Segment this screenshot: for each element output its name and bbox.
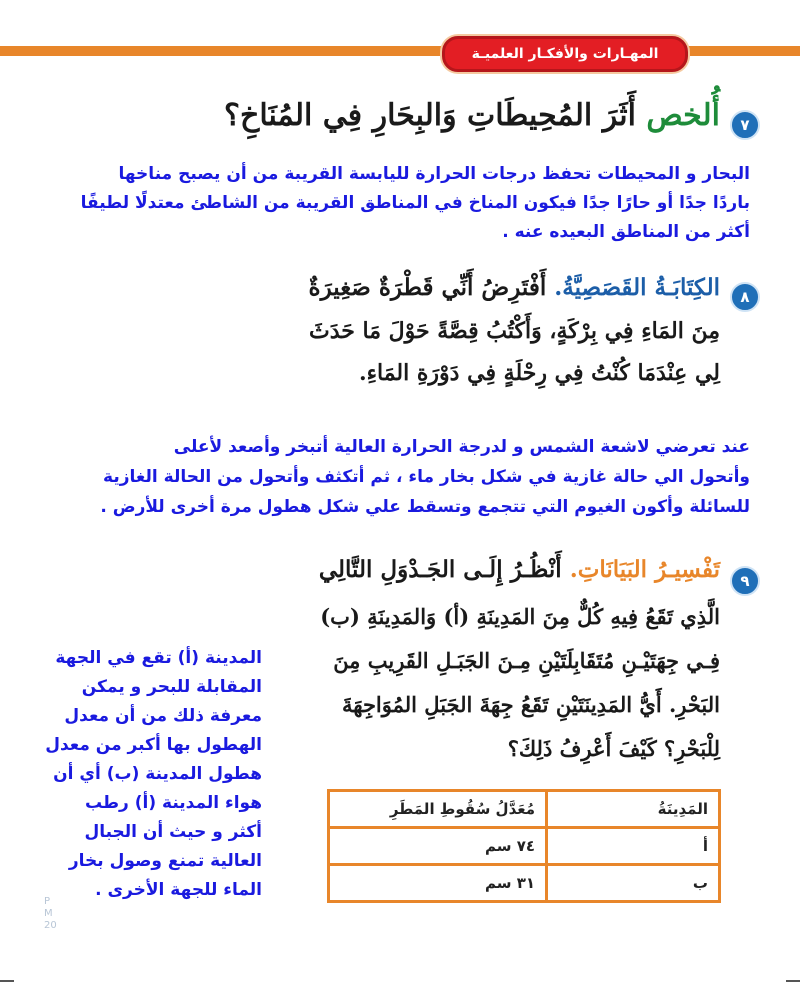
question-7-keyword: أُلخص	[646, 98, 720, 133]
table-row	[329, 828, 720, 865]
answer-8-line: وأتحول الي حالة غازية في شكل بخار ماء ، ثم أتكثف وأتحول من الحالة الغازية	[103, 467, 750, 487]
question-7-text: أَثَرَ المُحِيطَاتِ وَالبِحَارِ فِي المُنَاخِ؟	[224, 98, 636, 133]
question-7	[224, 98, 720, 133]
answer-9-line: هواء المدينة (أ) رطب	[85, 793, 262, 813]
table-header-row	[329, 791, 720, 828]
answer-7-line: البحار و المحيطات تحفظ درجات الحرارة لليابسة القريبة من أن يصبح مناخها	[118, 164, 750, 184]
table-header-rainfall: مُعَدَّلُ سُقُوطِ المَطَرِ	[329, 791, 547, 828]
question-9-line	[319, 556, 720, 583]
watermark	[44, 896, 57, 932]
question-8-text: أَفْتَرِضُ أَنِّي قَطْرَةٌ صَغِيرَةٌ	[308, 274, 547, 301]
answer-9-line: أكثر و حيث أن الجبال	[84, 822, 262, 842]
table-header-city: المَدِينَةُ	[547, 791, 720, 828]
rainfall-table	[327, 789, 721, 903]
question-number-9: ٩	[730, 566, 760, 596]
question-9-line: الَّذِي تَقَعُ فِيهِ كُلٌّ مِنَ المَدِينَةِ (أ) وَالمَدِينَةِ (ب)	[320, 604, 720, 629]
watermark-line: 20	[44, 920, 57, 931]
answer-9-line: المدينة (أ) تقع في الجهة	[55, 648, 262, 668]
answer-9-line: الماء للجهة الأخرى .	[95, 880, 262, 900]
question-9-line: فِـي جِهَتَيْـنِ مُتَقَابِلَتَيْنِ مِـنَ الجَبَـلِ القَرِيبِ مِنَ	[333, 648, 720, 673]
answer-7-line: باردًا جدًا أو حارًا جدًا فيكون المناخ في المناطق القريبة من الشاطئ معتدلًا لطيفًا	[80, 193, 750, 213]
question-8-line: لِي عِنْدَمَا كُنْتُ فِي رِحْلَةٍ فِي دَوْرَةِ المَاءِ.	[359, 360, 720, 386]
question-8-line	[309, 274, 720, 301]
answer-7-line: أكثر من المناطق البعيده عنه .	[502, 222, 750, 242]
answer-9-line: الهطول بها أكبر من معدل	[45, 735, 262, 755]
answer-9-line: معرفة ذلك من أن معدل	[64, 706, 262, 726]
answer-9-line: العالية تمنع وصول بخار	[68, 851, 262, 871]
table-cell-city: أ	[547, 828, 720, 865]
table-cell-rainfall: ٣١ سم	[329, 865, 547, 902]
answer-8-line: عند تعرضي لاشعة الشمس و لدرجة الحرارة العالية أتبخر وأصعد لأعلى	[173, 437, 750, 457]
section-title-badge	[442, 36, 688, 72]
watermark-line: M	[44, 908, 53, 919]
answer-9	[44, 644, 262, 905]
table-row	[329, 865, 720, 902]
question-8-keyword: الكِتَابَـةُ القَصَصِيَّةُ.	[554, 274, 720, 301]
question-9-keyword: تَفْسِيـرُ البَيَانَاتِ.	[569, 556, 720, 583]
answer-8-line: للسائلة وأكون الغيوم التي تتجمع وتسقط علي شكل هطول مرة أخرى للأرض .	[100, 497, 750, 517]
section-title: المهـارات والأفكـار العلميـة	[471, 46, 659, 62]
table-cell-rainfall: ٧٤ سم	[329, 828, 547, 865]
question-9-line: لِلْبَحْرِ؟ كَيْفَ أَعْرِفُ ذَلِكَ؟	[507, 736, 720, 761]
watermark-line: P	[44, 896, 51, 907]
question-9-text: أَنْظُـرُ إِلَـى الجَـدْوَلِ التَّالِي	[318, 556, 562, 583]
answer-9-line: المقابلة للبحر و يمكن	[81, 677, 262, 697]
answer-9-line: هطول المدينة (ب) أي أن	[53, 764, 262, 784]
question-number-8: ٨	[730, 282, 760, 312]
question-8-line: مِنَ المَاءِ فِي بِرْكَةٍ، وَأَكْتُبُ قِصَّةً حَوْلَ مَا حَدَثَ	[308, 318, 720, 344]
table-cell-city: ب	[547, 865, 720, 902]
question-9-line: البَحْرِ. أَيُّ المَدِينَتَيْنِ تَقَعُ جِهَةَ الجَبَلِ المُوَاجِهَةَ	[342, 692, 720, 717]
question-number-7: ٧	[730, 110, 760, 140]
answer-7	[81, 160, 750, 247]
answer-8	[100, 432, 750, 522]
